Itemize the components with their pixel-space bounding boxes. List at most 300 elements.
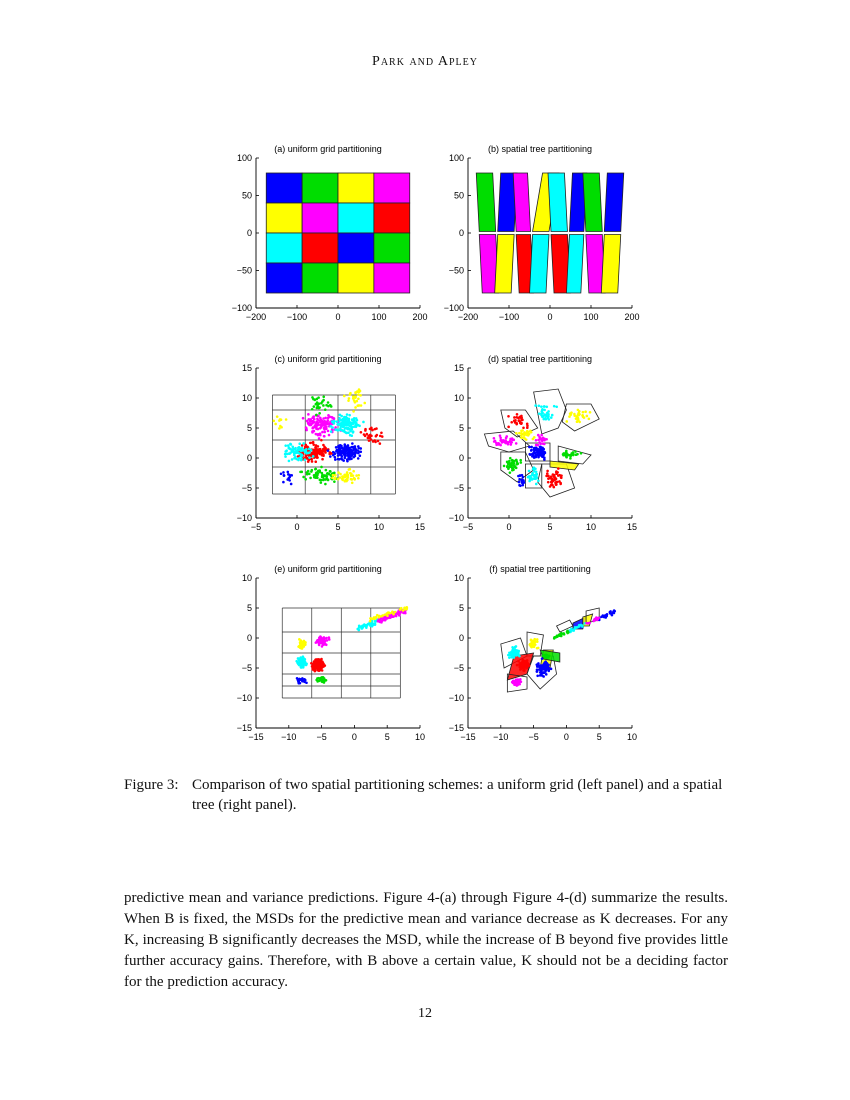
data-point: [334, 474, 337, 477]
data-point: [543, 405, 546, 408]
y-tick-label: 15: [241, 363, 252, 373]
grid-cell: [302, 203, 338, 233]
data-point: [532, 645, 535, 648]
data-point: [568, 415, 571, 418]
data-point: [372, 440, 375, 443]
x-tick-label: −5: [250, 522, 262, 532]
data-point: [510, 464, 513, 467]
data-point: [317, 406, 320, 409]
data-point: [340, 429, 343, 432]
data-point: [324, 449, 327, 452]
data-point: [370, 428, 373, 431]
x-tick-label: −5: [316, 732, 327, 742]
data-point: [291, 458, 294, 461]
data-point: [513, 416, 516, 419]
data-point: [577, 419, 580, 422]
data-point: [330, 425, 333, 428]
y-tick-label: 10: [241, 393, 252, 403]
data-point: [337, 454, 340, 457]
y-tick-label: 50: [453, 190, 464, 201]
data-point: [298, 678, 301, 681]
data-point: [588, 418, 591, 421]
data-point: [364, 429, 367, 432]
data-point: [338, 423, 341, 426]
data-point: [311, 420, 314, 423]
data-point: [308, 456, 311, 459]
data-point: [320, 439, 323, 442]
data-point: [555, 481, 558, 484]
data-point: [528, 446, 531, 449]
running-head: Park and Apley: [372, 54, 478, 69]
data-point: [350, 426, 353, 429]
data-point: [322, 399, 325, 402]
y-tick-label: −5: [453, 663, 464, 673]
data-point: [317, 472, 320, 475]
grid-cell: [374, 263, 410, 293]
data-point: [569, 454, 572, 457]
data-point: [551, 481, 554, 484]
x-tick-label: 200: [624, 312, 640, 322]
data-point: [571, 453, 574, 456]
data-point: [358, 629, 361, 632]
data-point: [315, 679, 318, 682]
data-point: [526, 432, 529, 435]
data-point: [348, 419, 351, 422]
data-point: [315, 403, 318, 406]
x-tick-label: −15: [460, 732, 476, 742]
tree-region: [530, 235, 549, 294]
data-point: [518, 481, 521, 484]
data-point: [511, 649, 514, 652]
data-point: [348, 422, 351, 425]
data-point: [510, 441, 513, 444]
data-point: [571, 629, 574, 632]
data-point: [276, 415, 279, 418]
y-tick-label: 0: [246, 633, 252, 643]
data-point: [272, 420, 275, 423]
data-point: [300, 471, 303, 474]
data-point: [533, 447, 536, 450]
data-point: [359, 394, 362, 397]
data-point: [535, 454, 538, 457]
data-point: [517, 682, 520, 685]
data-point: [300, 643, 303, 646]
data-point: [362, 421, 365, 424]
y-tick-label: 0: [246, 228, 252, 238]
data-point: [316, 428, 319, 431]
y-tick-label: −10: [236, 513, 252, 523]
data-point: [301, 447, 304, 450]
x-tick-label: −5: [462, 522, 474, 532]
data-point: [325, 643, 328, 646]
data-point: [522, 426, 525, 429]
data-point: [325, 679, 328, 682]
data-point: [321, 645, 324, 648]
data-point: [347, 427, 350, 430]
tree-region: [566, 235, 583, 294]
grid-cell: [302, 173, 338, 203]
data-point: [289, 443, 292, 446]
data-point: [379, 442, 382, 445]
data-point: [341, 477, 344, 480]
data-point: [544, 417, 547, 420]
data-point: [321, 664, 324, 667]
data-point: [286, 478, 289, 481]
data-point: [346, 413, 349, 416]
data-point: [354, 423, 357, 426]
data-point: [609, 612, 612, 615]
data-point: [317, 396, 320, 399]
grid-cell: [374, 233, 410, 263]
data-point: [305, 681, 308, 684]
data-point: [347, 424, 350, 427]
x-tick-label: 10: [585, 522, 597, 532]
data-point: [324, 483, 327, 486]
data-point: [518, 655, 521, 658]
y-tick-label: 10: [453, 573, 464, 583]
data-point: [327, 401, 330, 404]
data-point: [329, 470, 332, 473]
y-tick-label: 10: [241, 573, 252, 583]
data-point: [523, 669, 526, 672]
data-point: [302, 442, 305, 445]
data-point: [328, 638, 331, 641]
data-point: [526, 423, 529, 426]
x-tick-label: 0: [294, 522, 300, 532]
data-point: [314, 460, 317, 463]
data-point: [540, 414, 543, 417]
data-point: [295, 458, 298, 461]
data-point: [602, 614, 605, 617]
data-point: [326, 472, 329, 475]
panel-title: (e) uniform grid partitioning: [274, 564, 382, 574]
data-point: [350, 472, 353, 475]
data-point: [312, 441, 315, 444]
data-point: [354, 391, 357, 394]
data-point: [558, 480, 561, 483]
data-point: [511, 459, 514, 462]
data-point: [347, 399, 350, 402]
data-point: [528, 475, 531, 478]
data-point: [327, 422, 330, 425]
data-point: [550, 484, 553, 487]
data-point: [514, 680, 517, 683]
data-point: [530, 449, 533, 452]
data-point: [334, 478, 337, 481]
data-point: [521, 481, 524, 484]
data-point: [541, 665, 544, 668]
data-point: [521, 666, 524, 669]
data-point: [280, 426, 283, 429]
data-point: [361, 626, 364, 629]
data-point: [352, 430, 355, 433]
figure-panel-f: [432, 560, 638, 754]
data-point: [540, 438, 543, 441]
data-point: [351, 481, 354, 484]
data-point: [374, 428, 377, 431]
x-tick-label: −5: [528, 732, 539, 742]
data-point: [536, 674, 539, 677]
data-point: [310, 662, 313, 665]
data-point: [520, 422, 523, 425]
data-point: [320, 481, 323, 484]
data-point: [546, 470, 549, 473]
data-point: [546, 412, 549, 415]
data-point: [325, 404, 328, 407]
data-point: [493, 440, 496, 443]
data-point: [311, 460, 314, 463]
data-point: [512, 468, 515, 471]
y-tick-label: 50: [241, 190, 252, 201]
data-point: [300, 678, 303, 681]
data-point: [515, 467, 518, 470]
data-point: [551, 414, 554, 417]
data-point: [521, 484, 524, 487]
data-point: [532, 639, 535, 642]
grid-cell: [266, 173, 302, 203]
data-point: [379, 435, 382, 438]
y-tick-label: −50: [236, 265, 252, 276]
y-tick-label: 5: [246, 423, 252, 433]
y-tick-label: −100: [231, 303, 252, 313]
data-point: [563, 633, 566, 636]
data-point: [345, 416, 348, 419]
data-point: [357, 457, 360, 460]
data-point: [507, 426, 510, 429]
data-point: [534, 404, 537, 407]
x-tick-label: 0: [563, 732, 569, 742]
figure-panel-c: [220, 350, 426, 544]
data-point: [292, 450, 295, 453]
data-point: [574, 626, 577, 629]
data-point: [327, 417, 330, 420]
figure-panel-d: [432, 350, 638, 544]
data-point: [538, 441, 541, 444]
grid-cell: [266, 263, 302, 293]
data-point: [334, 458, 337, 461]
data-point: [544, 660, 547, 663]
data-point: [284, 455, 287, 458]
data-point: [504, 442, 507, 445]
data-point: [523, 431, 526, 434]
data-point: [354, 453, 357, 456]
x-tick-label: 5: [547, 522, 553, 532]
data-point: [309, 477, 312, 480]
data-point: [318, 402, 321, 405]
data-point: [509, 457, 512, 460]
data-point: [523, 433, 526, 436]
panel-title: (f) spatial tree partitioning: [489, 564, 591, 574]
data-point: [353, 478, 356, 481]
y-tick-label: 10: [453, 393, 464, 403]
data-point: [322, 417, 325, 420]
data-point: [333, 480, 336, 483]
data-point: [300, 666, 303, 669]
data-point: [537, 444, 540, 447]
data-point: [369, 620, 372, 623]
data-point: [580, 452, 583, 455]
data-point: [538, 404, 541, 407]
data-point: [574, 450, 577, 453]
data-point: [519, 666, 522, 669]
data-point: [344, 457, 347, 460]
data-point: [356, 419, 359, 422]
data-point: [513, 419, 516, 422]
data-point: [530, 477, 533, 480]
data-point: [537, 456, 540, 459]
data-point: [332, 451, 335, 454]
x-tick-label: 100: [583, 312, 599, 322]
data-point: [537, 662, 540, 665]
data-point: [326, 419, 329, 422]
data-point: [316, 420, 319, 423]
data-point: [514, 646, 517, 649]
data-point: [585, 622, 588, 625]
data-point: [528, 470, 531, 473]
data-point: [537, 647, 540, 650]
data-point: [573, 413, 576, 416]
data-point: [344, 424, 347, 427]
data-point: [346, 479, 349, 482]
data-point: [540, 434, 543, 437]
x-tick-label: 0: [335, 312, 341, 322]
data-point: [493, 437, 496, 440]
data-point: [392, 613, 395, 616]
data-point: [525, 665, 528, 668]
data-point: [535, 439, 538, 442]
data-point: [297, 449, 300, 452]
x-tick-label: −10: [493, 732, 509, 742]
figure-panel-e: [220, 560, 426, 754]
data-point: [515, 422, 518, 425]
data-point: [323, 431, 326, 434]
data-point: [508, 656, 511, 659]
data-point: [284, 444, 287, 447]
x-tick-label: −100: [286, 312, 308, 322]
data-point: [280, 472, 283, 475]
data-point: [507, 415, 510, 418]
data-point: [589, 411, 592, 414]
data-point: [536, 668, 539, 671]
data-point: [385, 617, 388, 620]
data-point: [522, 664, 525, 667]
data-point: [518, 478, 521, 481]
y-tick-label: −10: [236, 693, 252, 703]
data-point: [553, 474, 556, 477]
data-point: [295, 660, 298, 663]
data-point: [300, 457, 303, 460]
grid-cell: [338, 173, 374, 203]
data-point: [555, 405, 558, 408]
data-point: [539, 452, 542, 455]
x-tick-label: 5: [596, 732, 602, 742]
data-point: [321, 474, 324, 477]
data-point: [324, 408, 327, 411]
data-point: [369, 617, 372, 620]
data-point: [521, 429, 524, 432]
data-point: [311, 408, 314, 411]
data-point: [349, 434, 352, 437]
data-point: [330, 430, 333, 433]
data-point: [319, 678, 322, 681]
data-point: [301, 661, 304, 664]
data-point: [535, 483, 538, 486]
data-point: [520, 436, 523, 439]
data-point: [575, 417, 578, 420]
data-point: [314, 476, 317, 479]
data-point: [357, 477, 360, 480]
data-point: [536, 638, 539, 641]
data-point: [348, 414, 351, 417]
data-point: [535, 476, 538, 479]
tree-region: [604, 173, 623, 232]
data-point: [305, 448, 308, 451]
data-point: [612, 612, 615, 615]
data-point: [366, 624, 369, 627]
data-point: [377, 620, 380, 623]
data-point: [304, 478, 307, 481]
data-point: [339, 473, 342, 476]
tree-region: [476, 173, 495, 232]
data-point: [278, 427, 281, 430]
data-point: [339, 448, 342, 451]
data-point: [555, 483, 558, 486]
data-point: [398, 614, 401, 617]
data-point: [327, 414, 330, 417]
data-point: [346, 446, 349, 449]
data-point: [515, 442, 518, 445]
data-point: [522, 476, 525, 479]
data-point: [503, 465, 506, 468]
y-tick-label: 5: [458, 423, 464, 433]
data-point: [546, 472, 549, 475]
data-point: [555, 472, 558, 475]
data-point: [318, 669, 321, 672]
data-point: [375, 435, 378, 438]
data-point: [322, 396, 325, 399]
data-point: [328, 434, 331, 437]
data-point: [345, 431, 348, 434]
data-point: [308, 473, 311, 476]
data-point: [395, 615, 398, 618]
tree-region: [495, 235, 514, 294]
data-point: [346, 471, 349, 474]
data-point: [538, 664, 541, 667]
data-point: [352, 470, 355, 473]
panel-title: (c) uniform grid partitioning: [274, 354, 382, 364]
data-point: [544, 670, 547, 673]
data-point: [369, 624, 372, 627]
data-point: [550, 416, 553, 419]
data-point: [355, 474, 358, 477]
data-point: [302, 476, 305, 479]
data-point: [319, 660, 322, 663]
data-point: [350, 428, 353, 431]
data-point: [565, 455, 568, 458]
data-point: [516, 413, 519, 416]
data-point: [512, 653, 515, 656]
data-point: [555, 478, 558, 481]
data-point: [546, 665, 549, 668]
data-point: [312, 398, 315, 401]
data-point: [545, 438, 548, 441]
data-point: [283, 474, 286, 477]
data-point: [309, 420, 312, 423]
y-tick-label: 0: [458, 453, 464, 463]
y-tick-label: −15: [236, 723, 252, 733]
data-point: [343, 445, 346, 448]
data-point: [325, 427, 328, 430]
